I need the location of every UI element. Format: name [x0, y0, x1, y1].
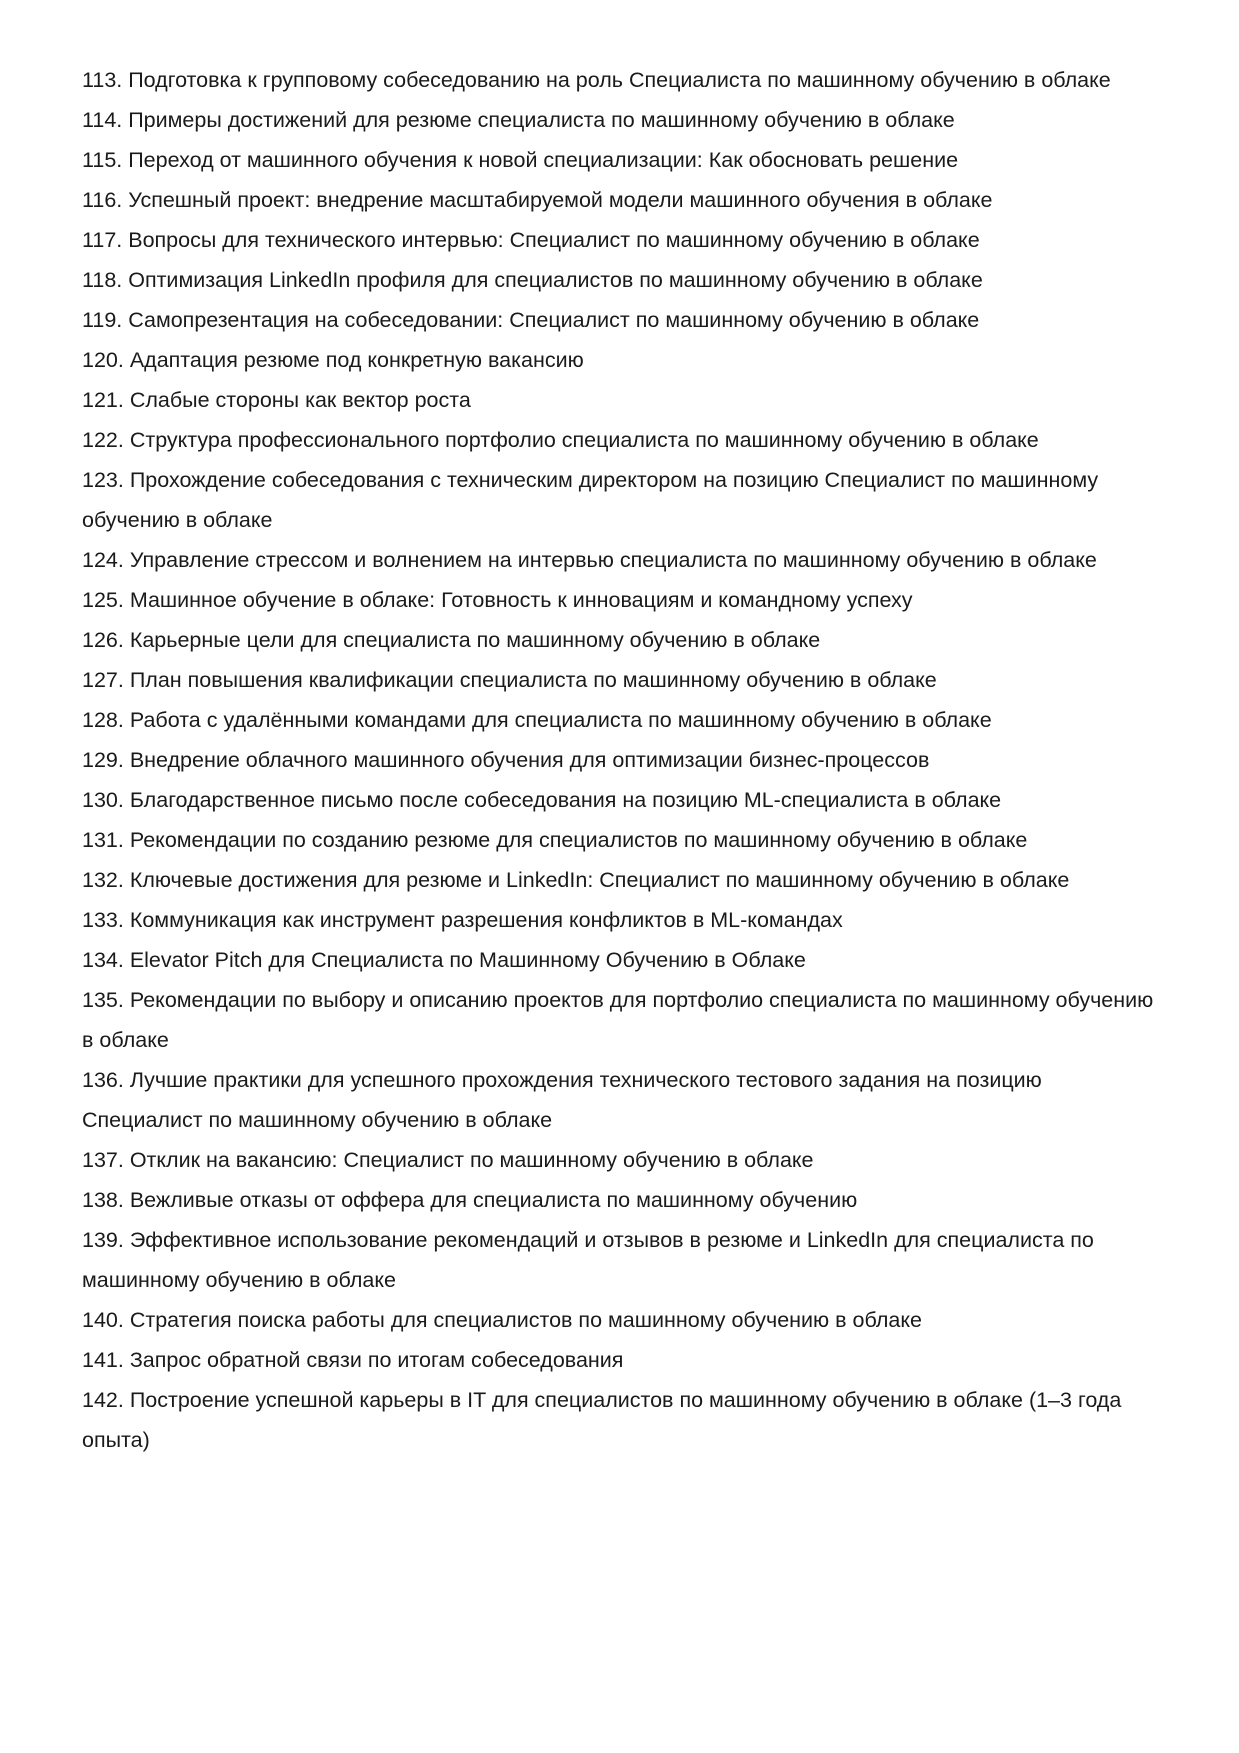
list-item: 129. Внедрение облачного машинного обучения для оптимизации бизнес-процессов: [82, 748, 930, 772]
list-item: 124. Управление стрессом и волнением на интервью специалиста по машинному обучению в облаке: [82, 548, 1097, 572]
list-item: 138. Вежливые отказы от оффера для специалиста по машинному обучению: [82, 1188, 858, 1212]
topic-list: [82, 60, 1167, 1460]
list-item: 122. Структура профессионального портфолио специалиста по машинному обучению в облаке: [82, 428, 1039, 452]
list-item: 125. Машинное обучение в облаке: Готовность к инновациям и командному успеху: [82, 588, 913, 612]
list-item: 142. Построение успешной карьеры в IT для специалистов по машинному обучению в облаке (1–3 года опыта): [82, 1388, 1122, 1452]
list-item: 128. Работа с удалёнными командами для специалиста по машинному обучению в облаке: [82, 708, 992, 732]
list-item: 130. Благодарственное письмо после собеседования на позицию ML-специалиста в облаке: [82, 788, 1002, 812]
list-item: 137. Отклик на вакансию: Специалист по машинному обучению в облаке: [82, 1148, 814, 1172]
list-item: 118. Оптимизация LinkedIn профиля для специалистов по машинному обучению в облаке: [82, 268, 983, 292]
list-item: 127. План повышения квалификации специалиста по машинному обучению в облаке: [82, 668, 937, 692]
list-item: 113. Подготовка к групповому собеседованию на роль Специалиста по машинному обучению в облаке: [82, 68, 1111, 92]
list-item: 134. Elevator Pitch для Специалиста по Машинному Обучению в Облаке: [82, 948, 806, 972]
list-item: 117. Вопросы для технического интервью: Специалист по машинному обучению в облаке: [82, 228, 980, 252]
list-item: 131. Рекомендации по созданию резюме для специалистов по машинному обучению в облаке: [82, 828, 1028, 852]
list-item: 121. Слабые стороны как вектор роста: [82, 388, 471, 412]
list-item: 136. Лучшие практики для успешного прохождения технического тестового задания на позицию Специалист по машинному обучению в облаке: [82, 1068, 1042, 1132]
list-item: 132. Ключевые достижения для резюме и LinkedIn: Специалист по машинному обучению в облаке: [82, 868, 1070, 892]
list-item: 133. Коммуникация как инструмент разрешения конфликтов в ML-командах: [82, 908, 843, 932]
list-item: 123. Прохождение собеседования с техническим директором на позицию Специалист по машинному обучению в облаке: [82, 468, 1099, 532]
list-item: 141. Запрос обратной связи по итогам собеседования: [82, 1348, 624, 1372]
list-item: 115. Переход от машинного обучения к новой специализации: Как обосновать решение: [82, 148, 959, 172]
list-item: 140. Стратегия поиска работы для специалистов по машинному обучению в облаке: [82, 1308, 922, 1332]
list-item: 135. Рекомендации по выбору и описанию проектов для портфолио специалиста по машинному обучению в облаке: [82, 988, 1154, 1052]
list-item: 139. Эффективное использование рекомендаций и отзывов в резюме и LinkedIn для специалиста по машинному обучению в облаке: [82, 1228, 1094, 1292]
list-item: 120. Адаптация резюме под конкретную вакансию: [82, 348, 584, 372]
list-item: 126. Карьерные цели для специалиста по машинному обучению в облаке: [82, 628, 821, 652]
list-item: 116. Успешный проект: внедрение масштабируемой модели машинного обучения в облаке: [82, 188, 993, 212]
list-item: 114. Примеры достижений для резюме специалиста по машинному обучению в облаке: [82, 108, 955, 132]
list-item: 119. Самопрезентация на собеседовании: Специалист по машинному обучению в облаке: [82, 308, 980, 332]
